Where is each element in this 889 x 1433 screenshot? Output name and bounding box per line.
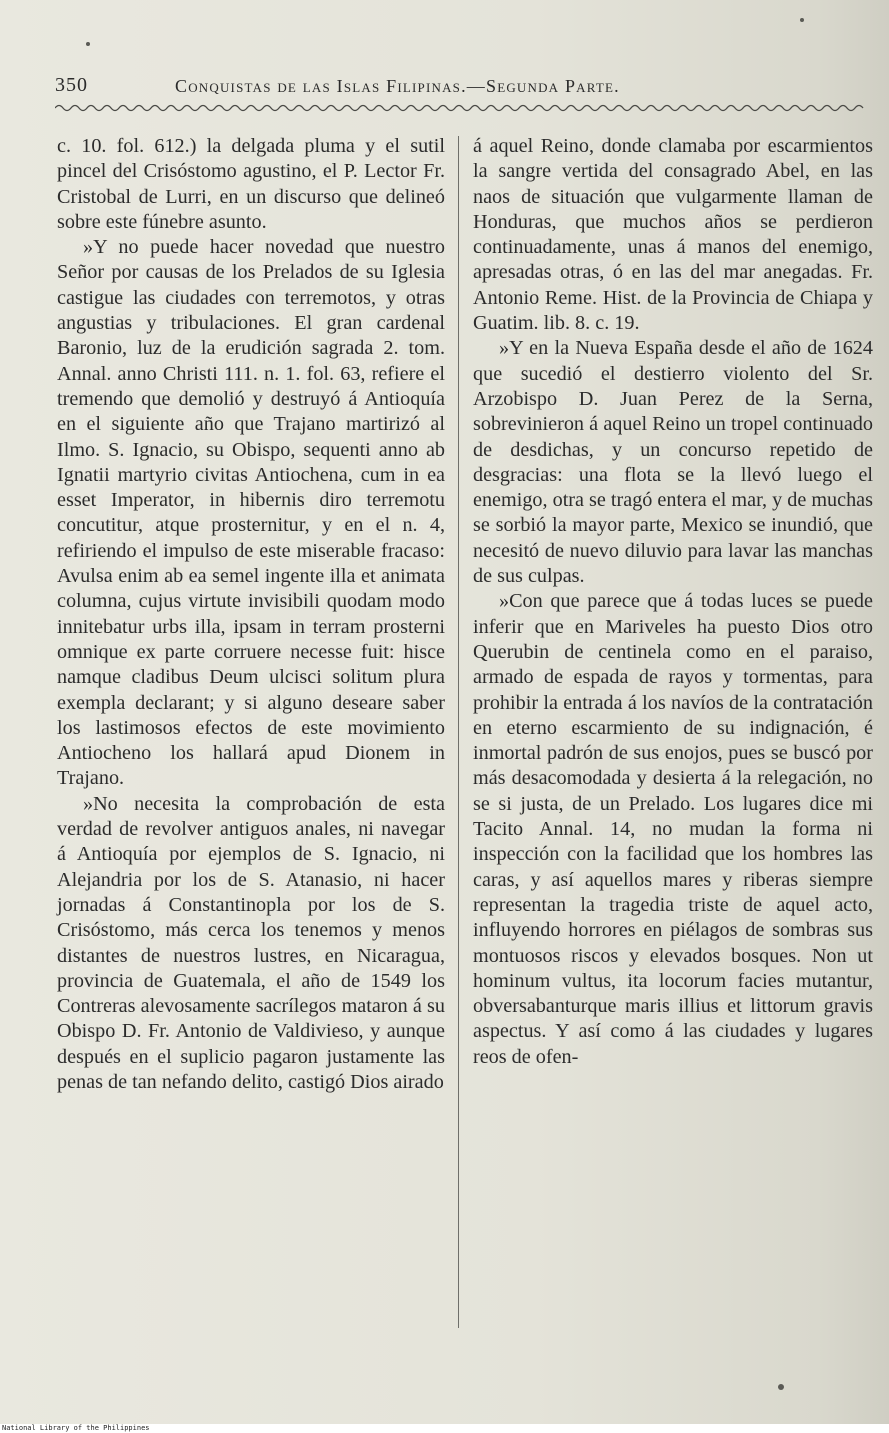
page-number: 350 (55, 74, 88, 96)
left-paragraph-2: »Y no puede hacer novedad que nuestro Señor por causas de los Prelados de su Iglesia castigue las ciudades con terremotos, y otras angustias y tribulaciones. El gran cardenal Baronio, luz de la erudición sagrada 2. tom. Annal. anno Christi 111. n. 1. fol. 63, refiere el tremendo que demolió y destruyó á Antioquía en el siguiente año que Trajano martirizó al Ilmo. S. Ignacio, su Obispo, sequenti anno ab Ignatii martyrio civitas Antiochena, cum in ea esset Imperator, in hibernis diro terremotu concutitur, atque prosternitur, y en el n. 4, refiriendo el impulso de este miserable fracaso: Avulsa enim ab ea semel ingente illa et animata columna, cujus virtute invisibili quodam modo innitebatur urbs illa, ipsam in terram prosterni omnique ex parte corruere necesse fuit: hisce namque cladibus Deum ulcisci solitum plura exempla declarant; y si alguno deseare saber los lastimosos efectos de este movimiento Antiocheno los hallará apud Dionem in Trajano. (57, 236, 445, 790)
right-column (473, 134, 873, 1070)
paper-speck (778, 1384, 784, 1390)
left-paragraph-1: c. 10. fol. 612.) la delgada pluma y el sutil pincel del Crisóstomo agustino, el P. Lector Fr. Cristobal de Lurri, en un discurso que delineó sobre este fúnebre asunto. (57, 135, 445, 233)
left-column (57, 134, 445, 1095)
library-credit: National Library of the Philippines (2, 1424, 150, 1432)
right-paragraph-2: »Y en la Nueva España desde el año de 1624 que sucedió el destierro violento del Sr. Arzobispo D. Juan Perez de la Serna, sobrevinieron á aquel Reino un tropel continuado de desdichas, y un concurso repetido de desgracias: una flota se la llevó luego el enemigo, otra se tragó entera el mar, y de muchas se sorbió la mayor parte, Mexico se inundió, que necesitó de nuevo diluvio para lavar las manchas de sus culpas. (473, 337, 873, 588)
paper-speck (86, 42, 90, 46)
left-paragraph-3: »No necesita la comprobación de esta verdad de revolver antiguos anales, ni navegar á Antioquía por ejemplos de S. Ignacio, ni Alejandria por los de S. Atanasio, ni hacer jornadas á Constantinopla por los de S. Crisóstomo, más cerca los tenemos y menos distantes de nuestros lustres, en Nicaragua, provincia de Guatemala, el año de 1549 los Contreras alevosamente sacrílegos mataron á su Obispo D. Fr. Antonio de Valdivieso, y aunque después en el suplicio pagaron justamente las penas de tan nefando delito, castigó Dios airado (57, 792, 445, 1093)
wavy-rule-divider (55, 102, 867, 114)
right-paragraph-3: »Con que parece que á todas luces se puede inferir que en Mariveles ha puesto Dios otro Querubin de centinela como en el paraiso, armado de espada de rayos y tormentas, para prohibir la entrada á los navíos de la contratación en eterno escarmiento de su indignación, é inmortal padrón de sus enojos, pues se buscó por más desacomodada y desierta á la relegación, no se si justa, de un Prelado. Los lugares dice mi Tacito Annal. 14, no mudan la forma ni inspección con la facilidad que los hombres las caras, y así aquellos mares y riberas siempre representan la tragedia triste de aquel acto, influyendo horrores en piélagos de sombras sus montuosos riscos y elevados bosques. Non ut hominum vultus, ita locorum facies mutantur, obversabanturque maris illius et littorum gravis aspectus. Y así como á las ciudades y lugares reos de ofen- (473, 590, 873, 1068)
column-divider (458, 136, 459, 1328)
scan-footer (0, 1424, 889, 1433)
paper-speck (800, 18, 804, 22)
page-header (55, 74, 845, 104)
right-paragraph-1: á aquel Reino, donde clamaba por escarmientos la sangre vertida del consagrado Abel, en las naos de situación que vulgarmente llaman de Honduras, que muchos años se perdieron continuadamente, unas á manos del enemigo, apresadas otras, ó en las del mar anegadas. Fr. Antonio Reme. Hist. de la Provincia de Chiapa y Guatim. lib. 8. c. 19. (473, 135, 873, 335)
running-title: Conquistas de las Islas Filipinas.—Segunda Parte. (175, 76, 620, 96)
